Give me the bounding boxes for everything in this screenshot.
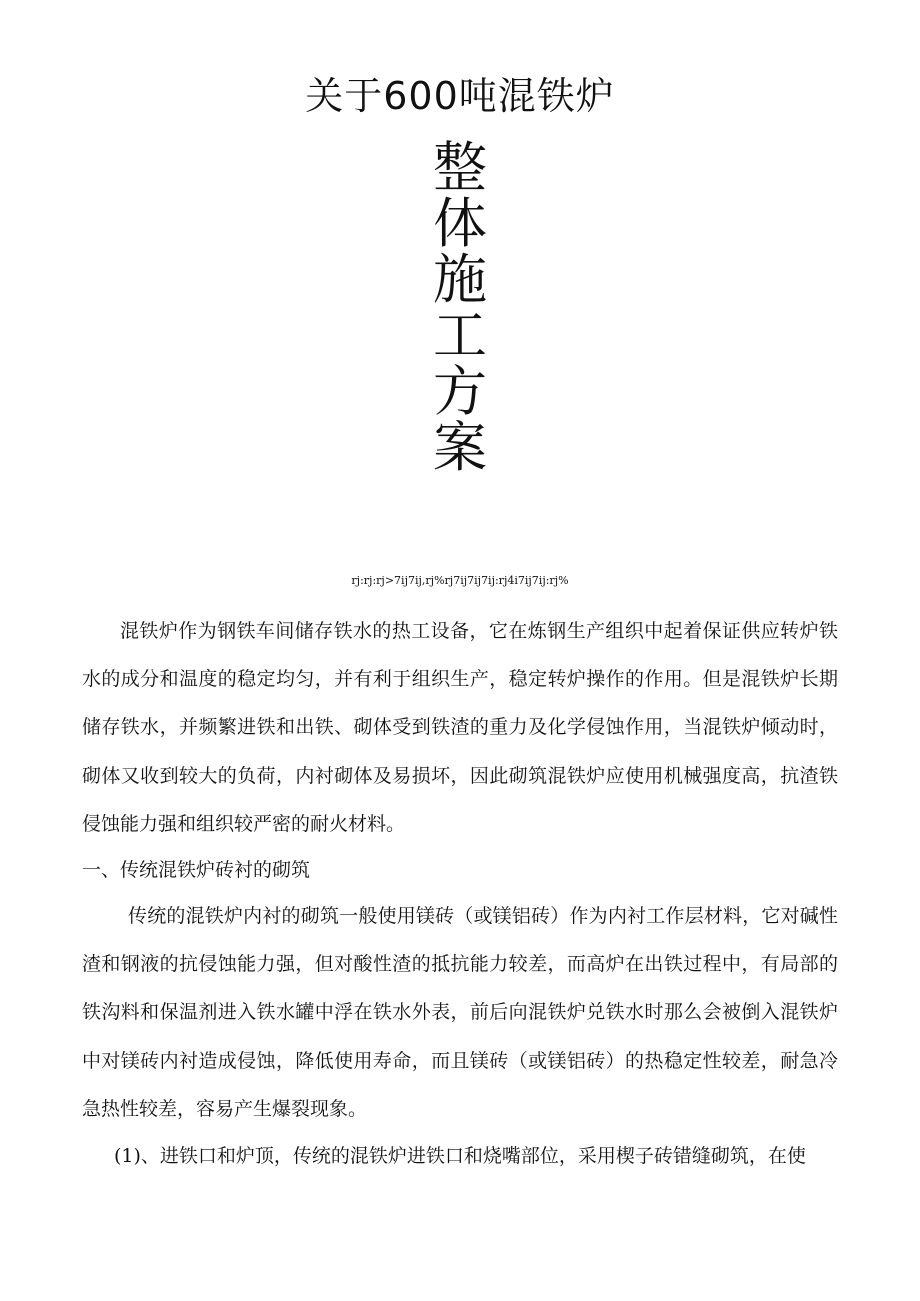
paragraph-item-1: (1)、进铁口和炉顶，传统的混铁炉进铁口和烧嘴部位，采用楔子砖错缝砌筑，在使 [114,1145,806,1167]
vertical-title-char: 案 [433,416,487,479]
section-heading: 一、传统混铁炉砖衬的砌筑 [82,859,311,881]
vertical-title-char: 工 [433,304,487,367]
paragraph-intro: 混铁炉作为钢铁车间储存铁水的热工设备，它在炼钢生产组织中起着保证供应转炉铁水的成分和温度的稳定均匀，并有利于组织生产，稳定转炉操作的作用。但是混铁炉长期储存铁水，并频繁进铁和出铁、砌体受到铁渣的重力及化学侵蚀作用，当混铁炉倾动时，砌体又收到较大的负荷，内衬砌体及易损坏，因此砌筑混铁炉应使用机械强度高，抗渣铁侵蚀能力强和组织较严密的耐火材料。 [82,620,838,835]
paragraph-traditional-lining: 传统的混铁炉内衬的砌筑一般使用镁砖（或镁铝砖）作为内衬工作层材料，它对碱性渣和钢液的抗侵蚀能力强，但对酸性渣的抵抗能力较差，而高炉在出铁过程中，有局部的铁沟料和保温剂进入铁水罐中浮在铁水外表，前后向混铁炉兑铁水时那么会被倒入混铁炉中对镁砖内衬造成侵蚀，降低使用寿命，而且镁砖（或镁铝砖）的热稳定性较差，耐急冷急热性较差，容易产生爆裂现象。 [82,905,838,1120]
vertical-title-char: 体 [433,192,487,255]
vertical-title-char: 整 [433,136,487,199]
garbled-subtitle: rj:rj:rj>7ij7ij,rj%rj7ij7ij7ij:rj4i7ij7ij:rj% [351,574,569,587]
vertical-title [418,136,502,479]
document-title: 关于600吨混铁炉 [305,74,615,118]
vertical-title-char: 施 [433,248,487,311]
vertical-title-char: 方 [433,360,487,423]
